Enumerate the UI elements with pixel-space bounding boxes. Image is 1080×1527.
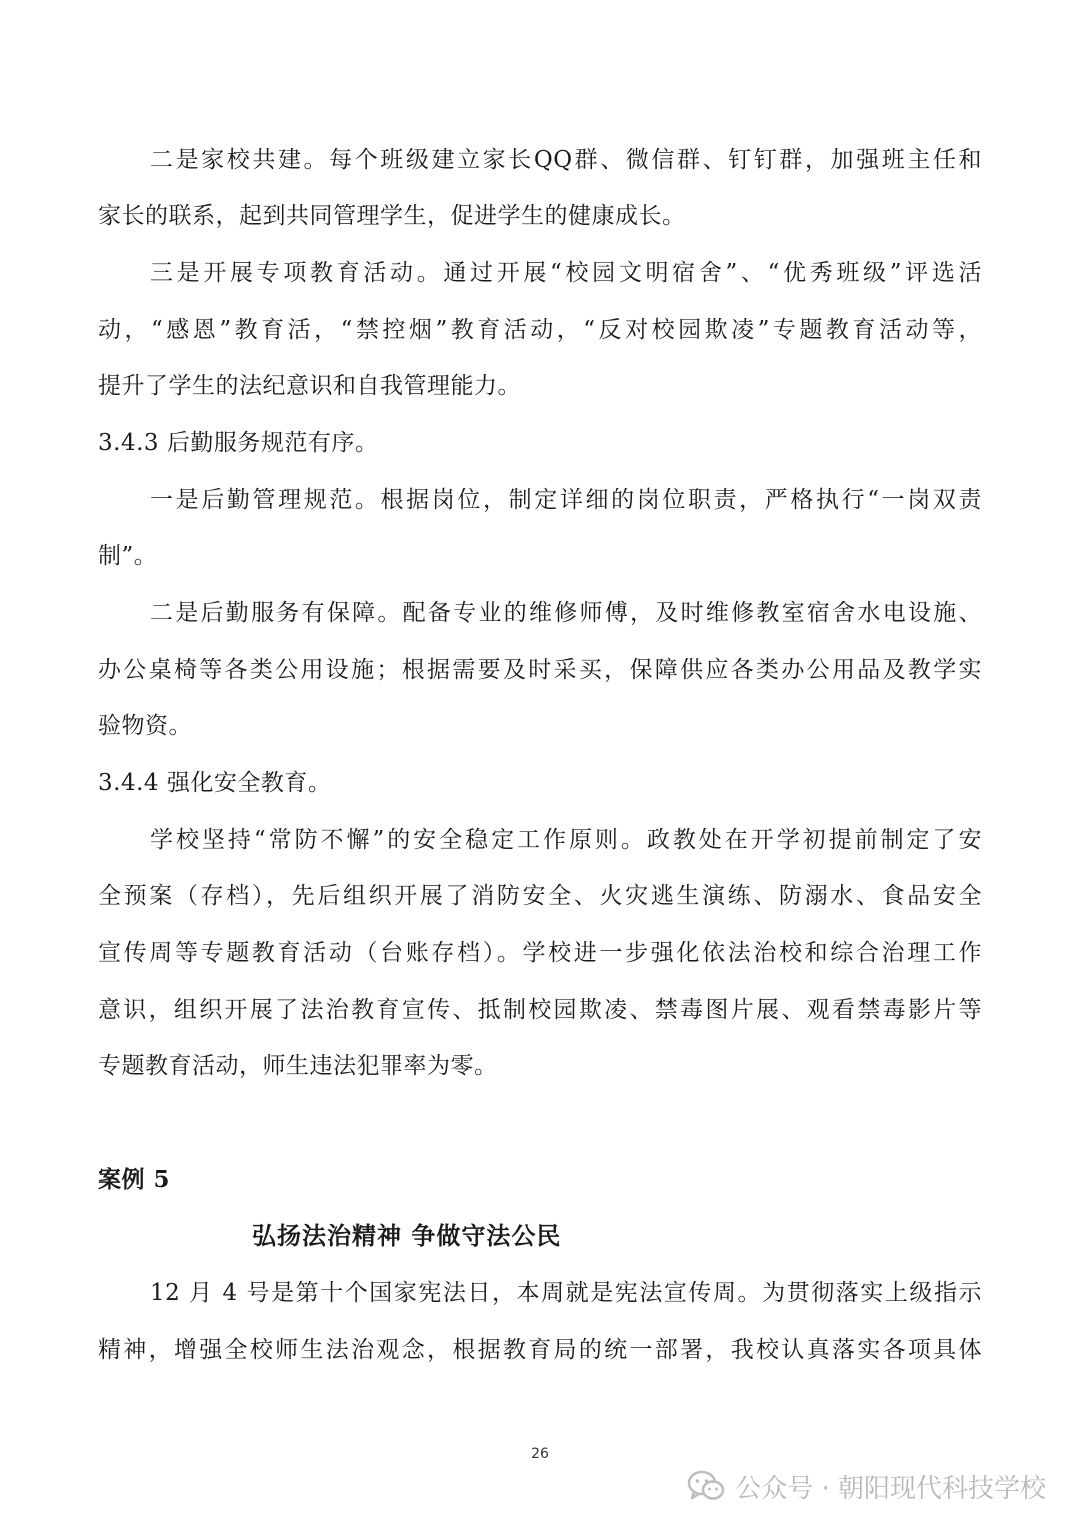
paragraph-line: 二是家校共建。每个班级建立家长QQ群、微信群、钉钉群，加强班主任和 [150, 147, 982, 173]
paragraph-line: 全预案（存档），先后组织开展了消防安全、火灾逃生演练、防溺水、食品安全 [98, 883, 982, 909]
paragraph-line: 12 月 4 号是第十个国家宪法日，本周就是宪法宣传周。为贯彻落实上级指示 [150, 1280, 982, 1306]
paragraph-line: 精神，增强全校师生法治观念，根据教育局的统一部署，我校认真落实各项具体 [98, 1337, 982, 1363]
paragraph-line: 意识，组织开展了法治教育宣传、抵制校园欺凌、禁毒图片展、观看禁毒影片等 [98, 997, 982, 1023]
paragraph-line: 家长的联系，起到共同管理学生，促进学生的健康成长。 [98, 203, 686, 229]
paragraph-line: 制”。 [98, 543, 158, 569]
paragraph-line: 动，“感恩”教育活，“禁控烟”教育活动，“反对校园欺凌”专题教育活动等， [98, 317, 982, 343]
paragraph-line: 二是后勤服务有保障。配备专业的维修师傅，及时维修教室宿舍水电设施、 [150, 600, 982, 626]
section-heading: 3.4.3 后勤服务规范有序。 [98, 430, 379, 456]
paragraph-line: 学校坚持“常防不懈”的安全稳定工作原则。政教处在开学初提前制定了安 [150, 827, 982, 853]
page-number: 26 [531, 1446, 549, 1462]
paragraph-line: 验物资。 [98, 713, 192, 739]
paragraph-line: 提升了学生的法纪意识和自我管理能力。 [98, 373, 521, 399]
paragraph-line: 宣传周等专题教育活动（台账存档）。学校进一步强化依法治校和综合治理工作 [98, 940, 982, 966]
paragraph-line: 专题教育活动，师生违法犯罪率为零。 [98, 1053, 498, 1079]
paragraph-line: 办公桌椅等各类公用设施；根据需要及时采买，保障供应各类办公用品及教学实 [98, 657, 982, 683]
wechat-icon [687, 1469, 725, 1503]
paragraph-line: 三是开展专项教育活动。通过开展“校园文明宿舍”、“优秀班级”评选活 [150, 260, 982, 286]
case-label: 案例 5 [98, 1166, 171, 1193]
section-heading: 3.4.4 强化安全教育。 [98, 770, 332, 796]
watermark [687, 1466, 1046, 1506]
paragraph-line: 一是后勤管理规范。根据岗位，制定详细的岗位职责，严格执行“一岗双责 [150, 487, 982, 513]
watermark-text: 公众号 · 朝阳现代科技学校 [735, 1473, 1046, 1504]
case-title: 弘扬法治精神 争做守法公民 [252, 1221, 562, 1250]
